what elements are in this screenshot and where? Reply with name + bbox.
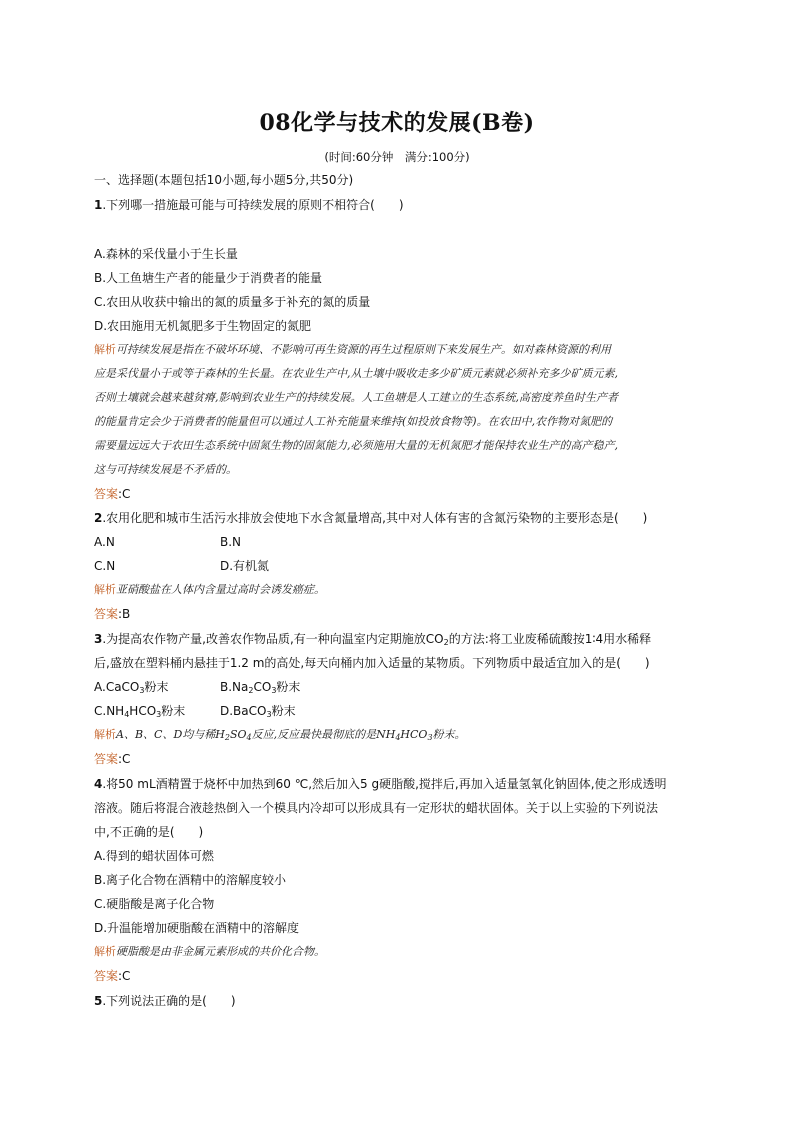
q1-option-d: D.农田施用无机氮肥多于生物固定的氮肥 — [94, 319, 312, 333]
question-3-stem: 3.为提高农作物产量,改善农作物品质,有一种向温室内定期施放$CO_2$的方法:将工业废稀硫酸按1∶4用水稀释 — [94, 632, 652, 647]
q3-options-row-1 — [94, 679, 704, 699]
q1-analysis-line: 的能量肯定会少于消费者的能量但可以通过人工补充能量来维持(如投放食物等)。在农田中,农作物对氮肥的 — [94, 415, 613, 428]
page-title: 08化学与技术的发展(B卷) — [259, 110, 535, 136]
q3-options-row-2 — [94, 703, 704, 723]
q4-answer: 答案:C — [94, 969, 131, 983]
question-4-stem-line: 中,不正确的是( ) — [94, 825, 204, 839]
question-2-stem: 2.农用化肥和城市生活污水排放会使地下水含氮量增高,其中对人体有害的含氮污染物的主要形态是( ) — [94, 511, 648, 525]
q4-option-a: A.得到的蜡状固体可燃 — [94, 849, 214, 863]
q4-option-b: B.离子化合物在酒精中的溶解度较小 — [94, 873, 287, 887]
q1-answer: 答案:C — [94, 487, 131, 501]
q3-answer: 答案:C — [94, 752, 131, 766]
q4-option-c: C.硬脂酸是离子化合物 — [94, 897, 215, 911]
q1-option-c: C.农田从收获中输出的氮的质量多于补充的氮的质量 — [94, 295, 371, 309]
q2-analysis: 解析亚硝酸盐在人体内含量过高时会诱发癌症。 — [94, 583, 325, 596]
q2-option-b: B.N — [220, 535, 242, 549]
q2-option-a: A.N — [94, 535, 115, 549]
q4-analysis: 解析硬脂酸是由非金属元素形成的共价化合物。 — [94, 945, 325, 958]
question-1-stem: 1.下列哪一措施最可能与可持续发展的原则不相符合( ) — [94, 198, 404, 212]
section-heading: 一、选择题(本题包括10小题,每小题5分,共50分) — [94, 173, 354, 187]
q1-option-b: B.人工鱼塘生产者的能量少于消费者的能量 — [94, 271, 323, 285]
q2-option-d: D.有机氮 — [220, 559, 270, 573]
q1-analysis-line: 需要量远远大于农田生态系统中固氮生物的固氮能力,必须施用大量的无机氮肥才能保持农业生产的高产稳产, — [94, 439, 618, 452]
exam-info: (时间:60分钟 满分:100分) — [324, 150, 470, 164]
q2-options-row-1 — [94, 534, 704, 554]
q1-analysis-line: 否则土壤就会越来越贫瘠,影响到农业生产的持续发展。人工鱼塘是人工建立的生态系统,高密度养鱼时生产者 — [94, 391, 618, 404]
question-3-stem-line: 后,盛放在塑料桶内悬挂于1.2 m的高处,每天向桶内加入适量的某物质。下列物质中最适宜加入的是( ) — [94, 656, 650, 670]
q3-option-a: A.CaCO$_3$粉末 — [94, 680, 169, 695]
q1-analysis-line: 这与可持续发展是不矛盾的。 — [94, 463, 237, 476]
question-4-stem: 4.将50 mL酒精置于烧杯中加热到60 ℃,然后加入5 g硬脂酸,搅拌后,再加入适量氢氧化钠固体,使之形成透明 — [94, 777, 667, 791]
q2-option-c: C.N — [94, 559, 116, 573]
q3-option-c: $C.NH_4HCO_3$粉末 — [94, 704, 186, 719]
question-5-stem: 5.下列说法正确的是( ) — [94, 994, 236, 1008]
q3-analysis: 解析A、B、C、D均与稀$H_2SO_4$反应,反应最快最彻底的是$NH_4HCO_3$粉末。 — [94, 728, 466, 742]
q1-analysis-line: 应是采伐量小于或等于森林的生长量。在农业生产中,从土壤中吸收走多少矿质元素就必须补充多少矿质元素, — [94, 367, 618, 380]
q3-option-b: $B.Na_2CO_3$粉末 — [220, 680, 301, 695]
q2-answer: 答案:B — [94, 607, 131, 621]
q2-options-row-2 — [94, 558, 704, 578]
q3-option-d: D.BaCO$_3$粉末 — [220, 704, 296, 719]
question-4-stem-line: 溶液。随后将混合液趁热倒入一个模具内冷却可以形成具有一定形状的蜡状固体。关于以上实验的下列说法 — [94, 801, 659, 815]
q1-analysis: 解析可持续发展是指在不破坏环境、不影响可再生资源的再生过程原则下来发展生产。如对森林资源的利用 — [94, 343, 611, 356]
q1-option-a: A.森林的采伐量小于生长量 — [94, 247, 238, 261]
q4-option-d: D.升温能增加硬脂酸在酒精中的溶解度 — [94, 921, 300, 935]
